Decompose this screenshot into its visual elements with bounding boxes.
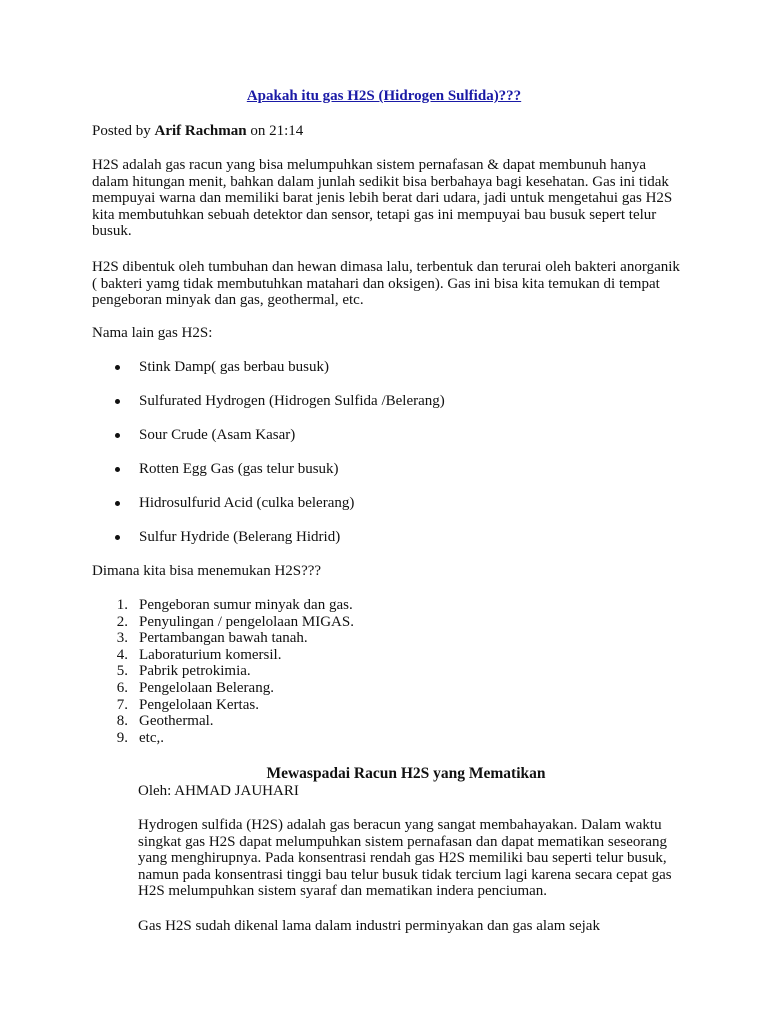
list-number: 6.	[116, 679, 128, 696]
list-item	[92, 393, 445, 427]
list-item-text: Pertambangan bawah tanah.	[139, 630, 308, 647]
list-item-text: Pabrik petrokimia.	[139, 663, 251, 680]
article-title: Mewaspadai Racun H2S yang Mematikan	[266, 765, 546, 782]
list-item	[92, 495, 445, 529]
list-item-text: etc,.	[139, 729, 164, 746]
list-item	[92, 680, 354, 697]
post-title-link[interactable]: Apakah itu gas H2S (Hidrogen Sulfida)???	[246, 88, 522, 104]
post-meta	[92, 123, 303, 140]
list-item-text: Sulfurated Hydrogen (Hidrogen Sulfida /Belerang)	[139, 393, 445, 409]
list-item-text: Sulfur Hydride (Belerang Hidrid)	[139, 529, 341, 545]
bullet-icon	[115, 433, 120, 438]
list-item	[92, 630, 354, 647]
list-number: 2.	[116, 613, 128, 630]
list-item-text: Pengelolaan Kertas.	[139, 696, 259, 713]
list-number: 3.	[116, 630, 128, 647]
list-item	[92, 697, 354, 714]
list-item	[92, 359, 445, 393]
list-item-text: Pengeboran sumur minyak dan gas.	[139, 597, 353, 613]
bullet-icon	[115, 399, 120, 404]
article-paragraph: Hydrogen sulfida (H2S) adalah gas beracun yang sangat membahayakan. Dalam waktu singkat gas H2S dapat melumpuhkan sistem pernafasan dan dapat mematikan seseorang yang menghirupnya. Pada konsentrasi rendah gas H2S memiliki bau seperti telur busuk, namun pada konsentrasi tinggi bau telur busuk tidak tercium lagi karena secara cepat gas H2S melumpuhkan sistem syaraf dan mematikan indera penciuman.	[138, 817, 672, 900]
post-title	[0, 88, 768, 105]
list-number: 8.	[116, 713, 128, 730]
list-item-text: Hidrosulfurid Acid (culka belerang)	[139, 495, 355, 511]
list-number: 9.	[116, 729, 128, 746]
bullet-icon	[115, 467, 120, 472]
posted-prefix: Posted by	[92, 123, 155, 139]
list-item	[92, 461, 445, 495]
where-label: Dimana kita bisa menemukan H2S???	[92, 563, 322, 579]
author-name: Arif Rachman	[154, 123, 247, 139]
bullet-icon	[115, 535, 120, 540]
bullet-icon	[115, 501, 120, 506]
list-item-text: Rotten Egg Gas (gas telur busuk)	[139, 461, 339, 477]
list-item	[92, 730, 354, 747]
paragraph-intro: H2S adalah gas racun yang bisa melumpuhkan sistem pernafasan & dapat membunuh hanya dalam hitungan menit, bahkan dalam junlah sedikit bisa berbahaya bagi kesehatan. Gas ini tidak mempuyai warna dan memiliki barat jenis lebih berat dari udara, jadi untuk mengetahui gas H2S kita membutuhkan sebuah detektor dan sensor, tetapi gas ini mempuyai bau busuk sepert telur busuk.	[92, 157, 673, 240]
list-item	[92, 427, 445, 461]
places-list	[92, 597, 354, 746]
list-number: 1.	[116, 597, 128, 613]
list-item-text: Geothermal.	[139, 713, 214, 730]
list-item-text: Stink Damp( gas berbau busuk)	[139, 359, 329, 375]
list-item-text: Penyulingan / pengelolaan MIGAS.	[139, 613, 354, 630]
article-paragraph: Gas H2S sudah dikenal lama dalam industri perminyakan dan gas alam sejak	[138, 918, 600, 934]
list-item-text: Laboraturium komersil.	[139, 646, 282, 663]
list-item	[92, 614, 354, 631]
bullet-icon	[115, 365, 120, 370]
list-item	[92, 597, 354, 614]
list-item-text: Pengelolaan Belerang.	[139, 679, 274, 696]
posted-time: on 21:14	[246, 123, 304, 139]
list-number: 7.	[116, 696, 128, 713]
article-byline: Oleh: AHMAD JAUHARI	[138, 783, 299, 799]
list-item	[92, 529, 445, 563]
list-number: 4.	[116, 646, 128, 663]
list-item	[92, 713, 354, 730]
other-names-label: Nama lain gas H2S:	[92, 325, 213, 341]
list-number: 5.	[116, 663, 128, 680]
paragraph-formation: H2S dibentuk oleh tumbuhan dan hewan dimasa lalu, terbentuk dan terurai oleh bakteri anorganik ( bakteri yamg tidak membutuhkan matahari dan oksigen). Gas ini bisa kita temukan di tempat pengeboran minyak dan gas, geothermal, etc.	[92, 259, 680, 309]
other-names-list	[92, 359, 445, 563]
list-item	[92, 647, 354, 664]
list-item-text: Sour Crude (Asam Kasar)	[139, 427, 296, 443]
list-item	[92, 663, 354, 680]
